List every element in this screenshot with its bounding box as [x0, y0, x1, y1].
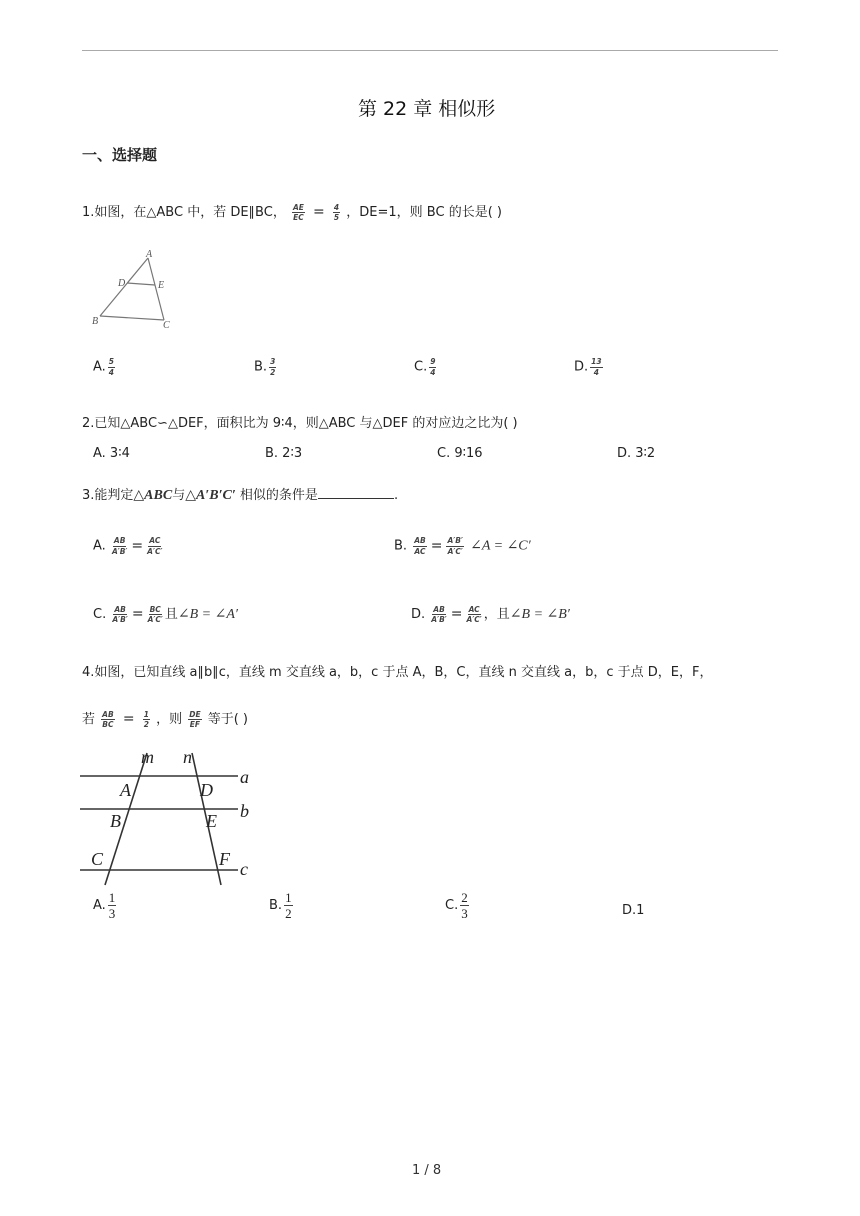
q4-label-a-line: a: [240, 767, 249, 787]
q2-stem: 2.已知△ABC∽△DEF，面积比为 9∶4，则△ABC 与△DEF 的对应边之比为( ): [82, 416, 518, 431]
q3-answer-blank[interactable]: [318, 487, 394, 499]
q3-option-d[interactable]: D. $\frac{AB}{A'B'}$ = $\frac{AC}{A'C'}$ ，且∠B = ∠B′: [411, 604, 570, 624]
section-heading: 一、选择题: [82, 146, 158, 164]
q4-label-n: n: [183, 747, 192, 767]
q3-option-b[interactable]: B. $\frac{AB}{AC}$ = $\frac{A'B'}{A'C'}$ ∠A = ∠C′: [394, 536, 531, 556]
q3-triangle-abc: △ABC: [133, 488, 173, 503]
q4-label-point-e: E: [206, 811, 217, 831]
q2-option-b[interactable]: B. 2∶3: [265, 446, 303, 461]
q4-label-b-line: b: [240, 801, 249, 821]
q2-option-a[interactable]: A. 3∶4: [93, 446, 130, 461]
q1-option-c[interactable]: C. $\frac{9}{4}$: [414, 357, 436, 377]
q4-label-point-d: D: [200, 780, 213, 800]
q1-option-b[interactable]: B. $\frac{3}{2}$: [254, 357, 276, 377]
q4-option-d[interactable]: D.1: [622, 903, 645, 918]
header-rule: [82, 50, 778, 51]
q3-stem: 3.能判定△ABC与△A′B′C′ 相似的条件是 .: [82, 488, 399, 503]
q4-stem-line1: 4.如图，已知直线 a∥b∥c，直线 m 交直线 a，b，c 于点 A，B，C，直线 n 交直线 a，b，c 于点 D，E，F，: [82, 665, 713, 680]
q4-option-c[interactable]: C. $\frac{2}{3}$: [445, 890, 468, 921]
q1-label-b: B: [92, 316, 99, 327]
q3-triangle-prime: △A′B′C′: [185, 488, 236, 503]
q1-suffix: ，DE=1，则 BC 的长是( ): [346, 205, 502, 220]
q1-prefix: 1.如图，在△ABC 中，若 DE∥BC，: [82, 205, 286, 220]
q1-label-a: A: [146, 249, 153, 260]
q4-label-point-c: C: [91, 849, 104, 869]
q1-stem: [82, 201, 502, 222]
page-number: 1 / 8: [412, 1163, 442, 1178]
q4-option-b[interactable]: B. $\frac{1}{2}$: [269, 890, 292, 921]
q4-label-c-line: c: [240, 859, 248, 879]
q2-option-d[interactable]: D. 3∶2: [617, 446, 656, 461]
q1-ratio-fraction: $\frac{AE}{EC}$: [292, 202, 304, 222]
q1-label-e: E: [158, 280, 165, 291]
q2-option-c[interactable]: C. 9∶16: [437, 446, 483, 461]
q4-stem-line2: 若 $\frac{AB}{BC}$ = $\frac{1}{2}$ ，则 $\frac{DE}{EF}$ 等于( ): [82, 709, 248, 729]
q4-option-a[interactable]: A. $\frac{1}{3}$: [93, 890, 116, 921]
q4-label-m: m: [141, 747, 154, 767]
q1-label-c: C: [163, 320, 170, 331]
q1-option-a[interactable]: A. $\frac{5}{4}$: [93, 357, 115, 377]
page-title: 第 22 章 相似形: [358, 98, 496, 120]
q3-option-a[interactable]: A. $\frac{AB}{A'B'}$ = $\frac{AC}{A'C'}$: [93, 536, 163, 556]
q4-label-point-a: A: [120, 780, 131, 800]
q1-value-fraction: $\frac{4}{5}$: [333, 202, 340, 222]
q1-label-d: D: [118, 278, 126, 289]
q4-label-point-f: F: [219, 849, 230, 869]
q4-label-point-b: B: [110, 811, 121, 831]
q3-option-c[interactable]: C. $\frac{AB}{A'B'}$ = $\frac{BC}{A'C'}$ 且∠B = ∠A′: [93, 604, 238, 624]
q1-option-d[interactable]: D. $\frac{13}{4}$: [574, 357, 602, 377]
q1-triangle-figure: [84, 246, 194, 332]
q1-equals: =: [313, 204, 325, 220]
q4-parallel-lines-figure: [80, 745, 260, 887]
